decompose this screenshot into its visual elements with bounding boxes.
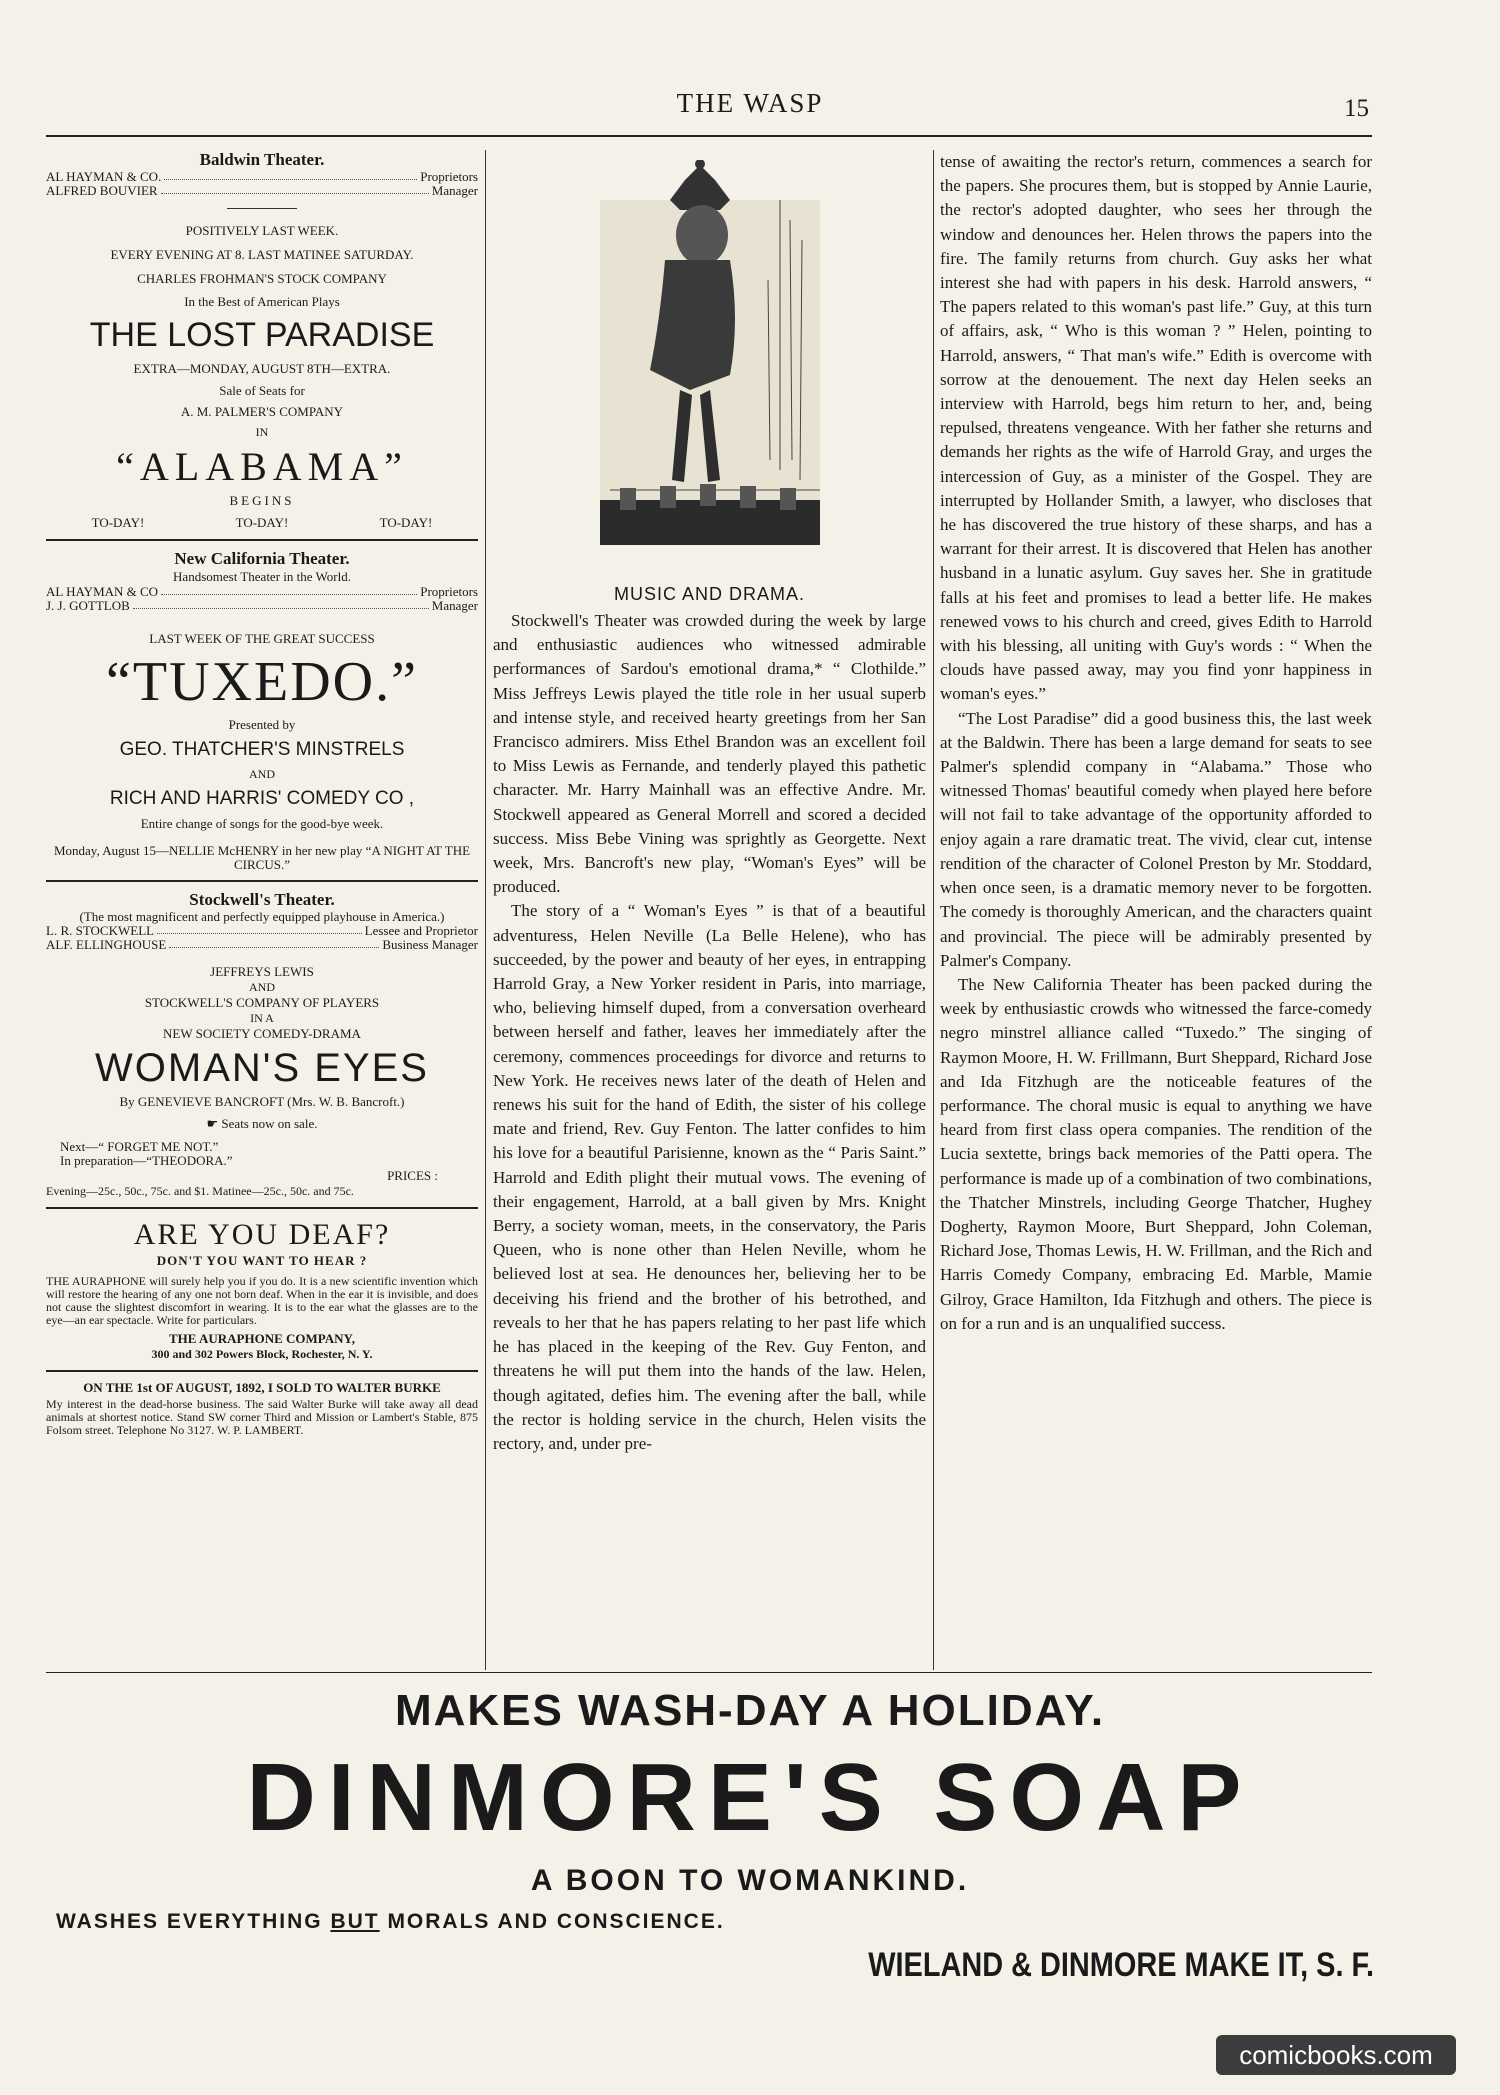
play-title: “ALABAMA” [116,444,408,489]
running-head: THE WASP [676,88,824,118]
ad-line: (The most magnificent and perfectly equipped playhouse in America.) [79,909,445,924]
baldwin-ad [46,150,478,541]
staff-row: AL HAYMAN & CO. Proprietors [46,169,478,184]
ad-line: CHARLES FROHMAN'S STOCK COMPANY [137,271,387,286]
staff-row: AL HAYMAN & CO Proprietors [46,584,478,599]
new-california-ad [46,549,478,882]
stockwell-ad [46,890,478,1209]
ads-column [46,150,478,1437]
ad-line: IN A [250,1011,274,1025]
ad-title: Stockwell's Theater. [189,890,335,909]
soap-brand: DINMORE'S SOAP [246,1744,1254,1851]
ad-line: NEW SOCIETY COMEDY-DRAMA [163,1026,361,1041]
ad-title: Baldwin Theater. [199,150,325,169]
paragraph: tense of awaiting the rector's return, commences a search for the papers. She procures them, but is stopped by Annie Laurie, the rector's adopted daughter, who sees her through the window and denounces her. Helen throws the papers into the fire. The family returns from church. Guy asks her what interest she had with papers in his desk. Harrold answers, “ The papers related to this woman's past life.” Guy, at this turn of affairs, ask, “ Who is this woman ? ” Helen, pointing to Harrold, answers, “ That man's wife.” Edith is overcome with sorrow at the denouement. The next day Helen seeks an interview with Harrold, begs him return to her, and, being repulsed, threatens vengeance. With her father she returns and demands her rights as the wife of Harrold Gray, and urges the intercession of Guy, as a minister of the Gospel. They are interrupted by Hollander Smith, a lawyer, who discloses that he has discovered the true history of these sharps, and has a warrant for their arrest. It is discovered that Helen has another husband in a lunatic asylum. Guy saves her. She in gratitude falls at his feet and promises to lead a better life. He makes renewed vows to his church and creed, gives Edith to Harrold with his blessing, all uniting with Guy's words : “ When the clouds have passed away, may you find yonr happiness in woman's eyes.” [940,152,1372,704]
article-column [493,150,926,1456]
ad-line: Evening—25c., 50c., 75c. and $1. Matinee—25c., 50c. and 75c. [46,1184,354,1198]
article-continued-column [940,150,1372,1336]
ad-line: Entire change of songs for the good-bye week. [140,816,384,831]
ad-line: A. M. PALMER'S COMPANY [180,404,344,419]
pointing-hand-icon: ☛ [206,1116,222,1131]
today-row: TO-DAY! TO-DAY! TO-DAY! [91,515,433,530]
auraphone-ad [46,1217,478,1372]
soap-slogan: MAKES WASH-DAY A HOLIDAY. [394,1686,1106,1735]
article-body [940,150,1372,1336]
ad-line: Monday, August 15—NELLIE McHENRY in her new play “A NIGHT AT THE CIRCUS.” [53,843,471,872]
watermark: comicbooks.com [1216,2035,1456,2075]
ad-line: POSITIVELY LAST WEEK. [185,223,339,238]
ad-title: ON THE 1st OF AUGUST, 1892, I SOLD TO WALTER BURKE [83,1380,441,1395]
ad-line: In preparation—“THEODORA.” [60,1153,233,1168]
ad-line: Sale of Seats for [219,383,305,398]
ad-line: IN [255,425,269,439]
ad-line: EXTRA—MONDAY, AUGUST 8TH—EXTRA. [133,361,391,376]
ad-title: ARE YOU DEAF? [133,1218,391,1251]
ad-line: Handsomest Theater in the World. [173,569,351,584]
ad-line: LAST WEEK OF THE GREAT SUCCESS [149,631,375,646]
ad-body: My interest in the dead-horse business. The said Walter Burke will take away all dead animals at shortest notice. Stand SW corner Third and Mission or Lambert's Stable, 875 Folsom street. Telephone No 3127. W. P. LAMBERT. [46,1397,478,1437]
ad-line: Next—“ FORGET ME NOT.” [60,1139,219,1154]
column-rule [485,150,486,1670]
paragraph: The story of a “ Woman's Eyes ” is that of a beautiful adventuress, Helen Neville (La Belle Helene), who has succeeded, by the power and beauty of her eyes, in entrapping Harrold Gray, a New Yorker resident in Paris, into marriage, who, believing himself duped, from a conversation overheard between herself and father, leaves her immediately after the ceremony, commences proceedings for divorce and returns to New York. He receives news later of the death of Helen and renews his suit for the hand of Edith, the sister of his college mate and friend, Rev. Guy Fenton. The latter confides to him his love for a beautiful Parisienne, known as the “ Paris Saint.” Harrold and Edith plight their mutual vows. The evening of their engagement, Harrold, at a ball given by Mrs. Knight Berry, a society woman, meets, in the conservatory, the Paris Queen, who is none other than Helen Neville, whom he believed lost at sea. He denounces her, believing her to be deceiving his friend and the brother of his betrothed, and reveals to her that he has papers relating to her past life which he has placed in the keeping of the Rev. Guy Fenton, and threatens he will put them into the hands of the law. Helen, though agitated, defies him. The evening after the ball, while the rector is holding service in the church, Helen visits the rectory, and, under pre- [493,901,926,1453]
soap-ad [0,1683,1500,1991]
ad-line: AND [249,980,275,994]
ad-line: AND [249,767,275,781]
page-number: 15 [1344,95,1369,122]
ad-body: THE AURAPHONE will surely help you if you do. It is a new scientific invention which will restore the hearing of any one not born deaf. When in the ear it is invisible, and does not cause the slightest discomfort in wearing. It is to the ear what the glasses are to the eye—an ear spectacle. Write for particulars. [46,1274,478,1327]
ad-line: THE AURAPHONE COMPANY, [169,1331,355,1346]
ad-line: DON'T YOU WANT TO HEAR ? [156,1253,368,1268]
paragraph: “The Lost Paradise” did a good business this, the last week at the Baldwin. There has been a large demand for seats to see Palmer's splendid company in “Alabama.” Those who witnessed Thomas' beautiful comedy when played here before will not fail to take advantage of the opportunity afforded to enjoy again a rare dramatic treat. The vivid, clear cut, intense rendition of the character of Colonel Preston by Mr. Stoddard, when once seen, is a dramatic memory never to be forgotten. The comedy is thoroughly American, and the characters quaint and provincial. The piece will be admirably presented by Palmer's Company. [940,708,1372,970]
ad-line: By GENEVIEVE BANCROFT (Mrs. W. B. Bancroft.) [119,1094,405,1109]
ad-line: ☛ Seats now on sale. [206,1116,318,1131]
staff-row: J. J. GOTTLOB Manager [46,598,478,613]
ad-line: RICH AND HARRIS' COMEDY CO , [109,788,415,809]
column-rule [933,150,934,1670]
staff-row: L. R. STOCKWELL Lessee and Proprietor [46,923,478,938]
ad-line: STOCKWELL'S COMPANY OF PLAYERS [144,995,380,1010]
soap-claim: WASHES EVERYTHING BUT MORALS AND CONSCIENCE. [56,1910,725,1933]
ad-line: EVERY EVENING AT 8. LAST MATINEE SATURDAY. [110,247,414,262]
ad-line: In the Best of American Plays [184,294,340,309]
jester-illustration [580,160,840,580]
ad-line: GEO. THATCHER'S MINSTRELS [119,739,405,760]
ad-line: JEFFREYS LEWIS [210,964,314,979]
paragraph: Stockwell's Theater was crowded during the week by large and enthusiastic audiences who witnessed admirable performances of Sardou's emotional drama,* “ Clothilde.” Miss Jeffreys Lewis played the title role in her usual superb and intense style, and received hearty greetings from her San Francisco admirers. Miss Ethel Brandon was an excellent foil to Miss Lewis as Fernande, and tenderly played this pathetic character. Mr. Harry Mainhall was an effective Andre. Mr. Stockwell appeared as General Morrell and scored a decided success. Miss Bebe Vining was sprightly as Georgette. Next week, Mrs. Bancroft's new play, “Woman's Eyes” will be produced. [493,611,926,897]
soap-tagline: A BOON TO WOMANKIND. [530,1864,970,1897]
staff-row: ALFRED BOUVIER Manager [46,183,478,198]
play-title: WOMAN'S EYES [95,1046,429,1090]
ad-line: BEGINS [229,493,295,508]
ad-separator [46,1672,1372,1673]
ad-line: Presented by [228,717,296,732]
ad-line: 300 and 302 Powers Block, Rochester, N. Y. [151,1347,373,1361]
soap-maker: WIELAND & DINMORE MAKE IT, S. F. [868,1946,1374,1984]
play-title: “TUXEDO.” [106,651,418,713]
article-body [493,609,926,1456]
ad-line: PRICES : [387,1168,438,1183]
header-rule [46,135,1372,137]
staff-row: ALF. ELLINGHOUSE Business Manager [46,937,478,952]
divider [227,208,297,209]
sold-notice [46,1380,478,1437]
paragraph: The New California Theater has been packed during the week by enthusiastic crowds who witnessed the farce-comedy negro minstrel alliance called “Tuxedo.” The singing of Raymon Moore, H. W. Frillmann, Burt Sheppard, Richard Jose and Ida Fitzhugh are the noticeable features of the performance. The choral music is equal to anything we have heard from first class opera companies. The rendition of the Lucia sextette, brings back memories of the Patti opera. The performance is made up of a combination of two combinations, the Thatcher Minstrels, including George Thatcher, Hughey Dogherty, Raymon Moore, Burt Sheppard, John Coleman, Richard Jose, Thomas Lewis, H. W. Frillman, and the Rich and Harris Comedy Company, embracing Ed. Marble, Mamie Gilroy, Grace Hamilton, Ida Fitzhugh and others. The piece is on for a run and is an unqualified success. [940,974,1372,1333]
article-heading: MUSIC AND DRAMA. [613,584,806,604]
play-title: THE LOST PARADISE [89,316,435,354]
ad-title: New California Theater. [174,549,350,568]
